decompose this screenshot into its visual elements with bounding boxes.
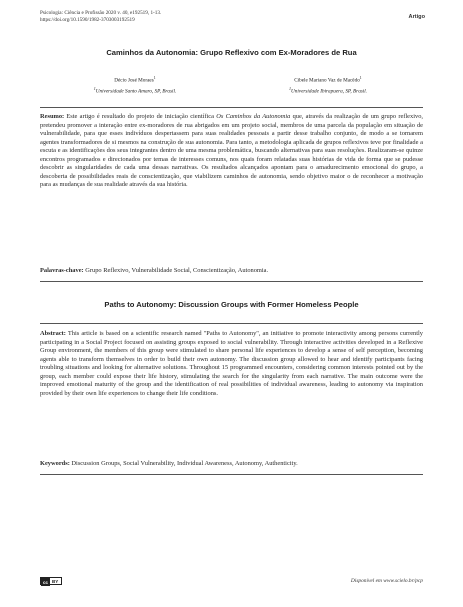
journal-citation: Psicologia: Ciência e Profissão 2020 v. 40, e192519, 1-13. <box>40 10 162 16</box>
title-english: Paths to Autonomy: Discussion Groups with Former Homeless People <box>104 300 359 309</box>
cc-badge: cc <box>42 579 48 585</box>
author-2-sup: 1 <box>359 75 362 80</box>
author-1-sup: 1 <box>153 75 156 80</box>
divider-bottom-resumo <box>40 281 423 282</box>
author-2 <box>233 74 423 95</box>
author-2-name: Cibele Mariano Vaz de Macêdo <box>294 77 360 84</box>
keywords-text: Discussion Groups, Social Vulnerability, Individual Awareness, Autonomy, Authenticity. <box>69 460 298 467</box>
journal-header <box>40 10 161 24</box>
keywords <box>40 460 423 467</box>
article-type-label: Artigo <box>408 14 425 20</box>
abstract-label: Abstract: <box>40 330 66 337</box>
author-1-affiliation: Universidade Santo Amaro, SP, Brasil. <box>95 88 177 95</box>
doi-link[interactable]: https://doi.org/10.1590/1982-3703003192519 <box>40 17 135 23</box>
cc-by-text: BY <box>52 579 59 584</box>
resumo-text-1: Este artigo é resultado do projeto de iniciação científica <box>64 113 217 120</box>
author-1-name: Décio José Moraes <box>114 77 154 84</box>
divider-bottom-abstract <box>40 474 423 475</box>
abstract-paragraph <box>40 330 423 398</box>
palavras-chave-label: Palavras-chave: <box>40 267 84 274</box>
resumo-text-2: que, através da realização de um grupo reflexivo, pretendeu promover a interação entre ex-moradores de rua abrigados em um projeto social, membros de uma parcela da população em situação de vulnerabilidade, para que esses indivíduos despertassem para suas realidades pessoais a partir desse trabalho conjunto, de modo a se tornarem agentes transformadores de si mesmos na construção de sua autonomia. Para tanto, a metodologia aplicada de grupos reflexivos teve por finalidade a escuta e as identificações dos seus integrantes dentro de uma mesma problemática, buscando alternativas para suas resoluções. Realizaram-se quinze encontros programados e direcionados por temas de interesses comuns, nos quais foram relatadas suas histórias de vida de forma que se pudesse descobrir as singularidades de cada uma dessas narrativas. Os resultados alcançados apontam para o amadurecimento emocional do grupo, a descoberta de possibilidades reais de conscientização, que viabilizem caminhos de autonomia, sendo objetivo maior o de reconhecer a motivação para as mudanças de sua realidade através da sua história. <box>40 113 423 189</box>
author-2-affiliation: Universidade Ibirapuera, SP, Brasil. <box>291 88 367 95</box>
cc-license-icon[interactable] <box>40 577 62 585</box>
author-2-aff-sup: 1 <box>289 85 291 91</box>
divider-top-resumo <box>40 107 423 108</box>
title-portuguese: Caminhos da Autonomia: Grupo Reflexivo com Ex-Moradores de Rua <box>106 48 357 57</box>
palavras-chave-text: Grupo Reflexivo, Vulnerabilidade Social, Conscientização, Autonomia. <box>83 267 269 274</box>
palavras-chave <box>40 267 423 274</box>
author-1-aff-sup: 1 <box>93 85 96 91</box>
resumo-paragraph <box>40 113 423 190</box>
resumo-label: Resumo: <box>40 113 65 120</box>
author-1 <box>40 74 230 95</box>
availability-link[interactable]: Disponível em www.scielo.br/pcp <box>350 578 423 584</box>
resumo-text-italic: Os Caminhos da Autonomia <box>216 113 291 120</box>
keywords-label: Keywords: <box>40 460 70 467</box>
divider-top-abstract <box>40 323 423 324</box>
abstract-text: This article is based on a scientific research named "Paths to Autonomy", an initiative to promote interactivity among persons currently participating in a Social Project focused on assisting groups exposed to social vulnerability. Through interactive activities developed in a Reflexive Group environment, the members of this group were stimulated to share personal life experiences to develop a sense of self perception, becoming agents able to transform themselves in order to build their own autonomy. The discussion group allowed to hear and identify participants facing troubling situations and looking for alternative solutions. Throughout 15 programmed encounters, considering common interests pointed out by the group, each member could expose their life history, stimulating the search for the singularity from each narrative. The main outcome were the improved emotional maturity of the group and the identification of real possibilities of individual awareness, leading to autonomy via inspiration provided by their own life experiences to change their life conditions. <box>40 330 423 397</box>
